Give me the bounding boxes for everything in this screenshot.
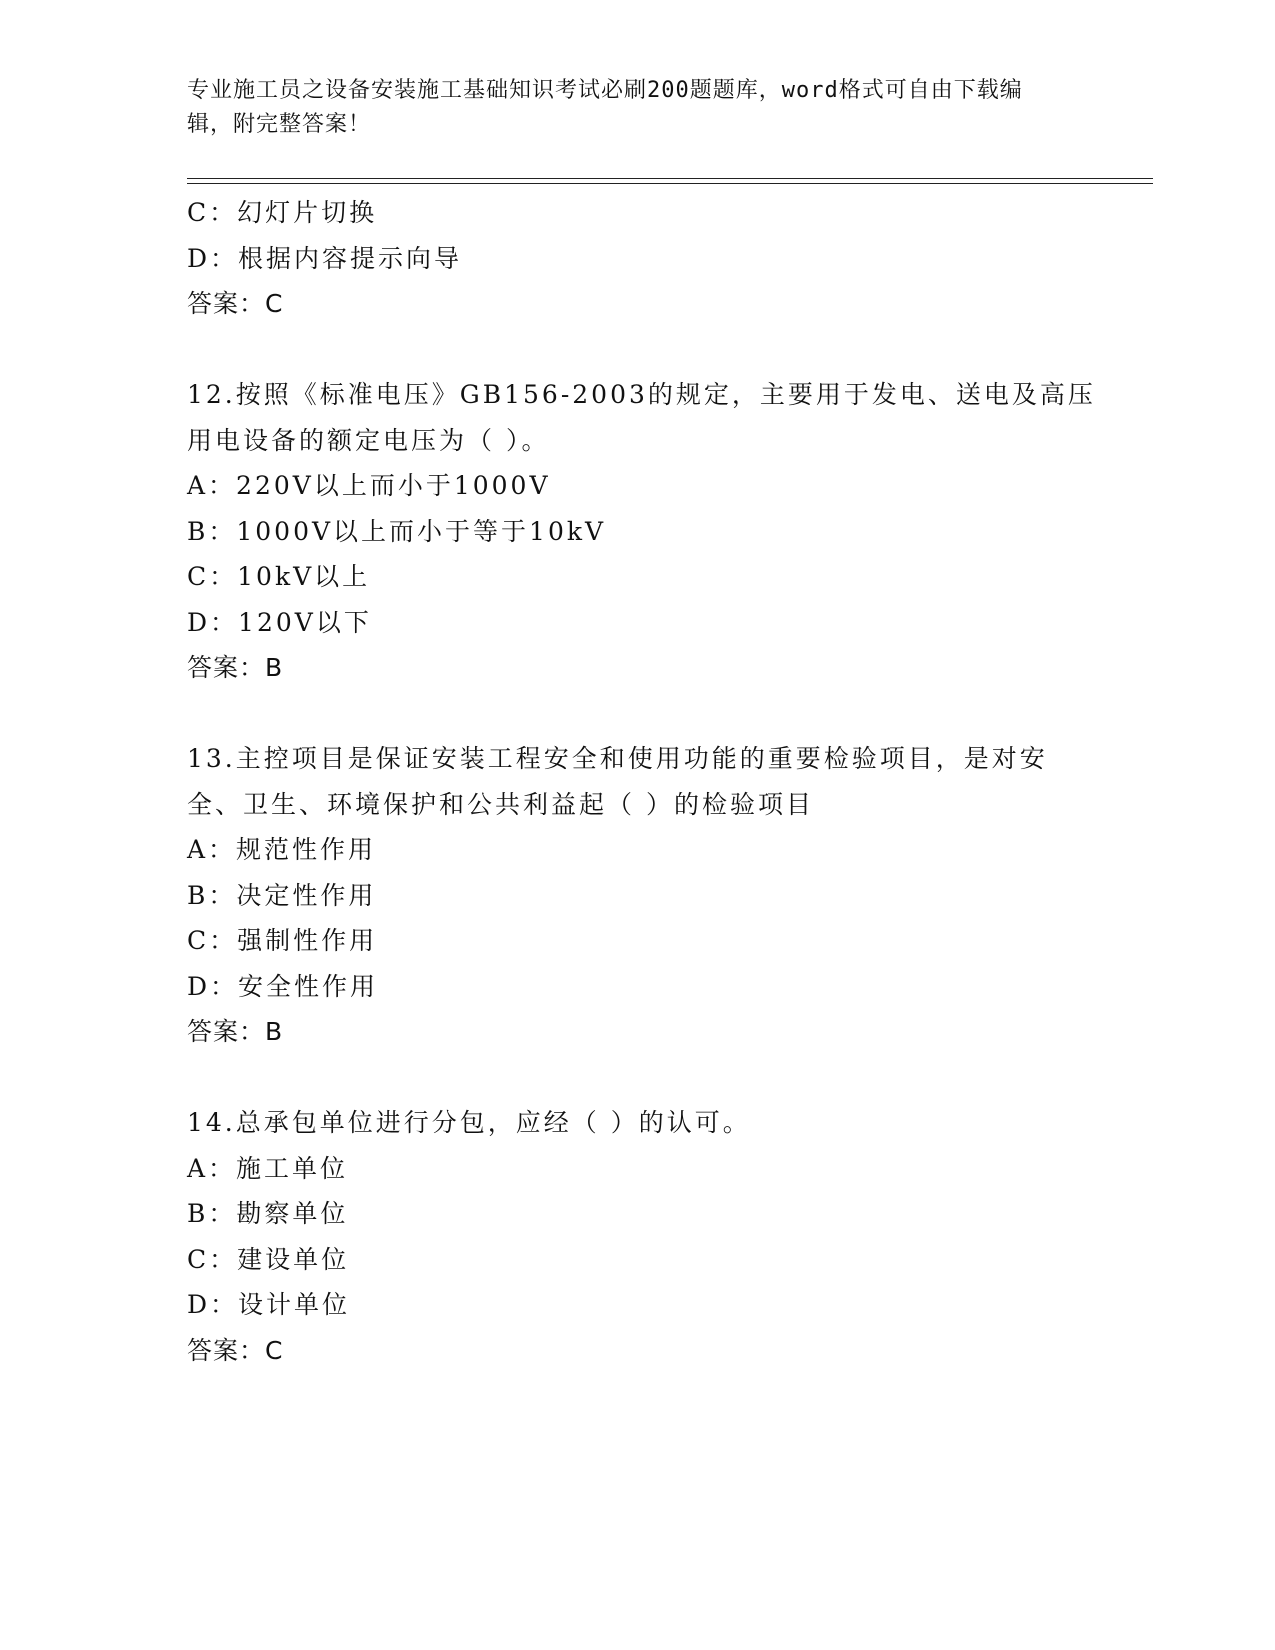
document-title: 专业施工员之设备安装施工基础知识考试必刷200题题库，word格式可自由下载编辑，附完整答案！: [187, 78, 1023, 137]
question-stem: 用电设备的额定电压为（ ）。: [187, 425, 550, 455]
option-c: C：建设单位: [187, 1244, 350, 1274]
header-divider: [187, 178, 1153, 179]
answer: 答案：B: [187, 1017, 284, 1046]
option-d: D：120V以下: [187, 607, 372, 637]
question-stem: 13.主控项目是保证安装工程安全和使用功能的重要检验项目，是对安: [187, 744, 1048, 773]
question-14: [187, 1100, 1087, 1373]
option-a: A：施工单位: [187, 1153, 349, 1183]
option-d: D：设计单位: [187, 1290, 351, 1319]
answer: 答案：C: [187, 1335, 284, 1365]
question-13: [187, 736, 1087, 1055]
option-c: C：强制性作用: [187, 926, 378, 955]
option-c: C：幻灯片切换: [187, 198, 378, 227]
document-header: [187, 74, 1067, 142]
option-a: A：220V以上而小于1000V: [187, 471, 551, 500]
option-a: A：规范性作用: [187, 835, 377, 864]
question-stem: 14.总承包单位进行分包，应经（ ）的认可。: [187, 1108, 751, 1137]
question-stem: 全、卫生、环境保护和公共利益起（ ）的检验项目: [187, 789, 814, 819]
document-body: [187, 190, 1096, 1373]
question-stem: 12.按照《标准电压》GB156-2003的规定，主要用于发电、送电及高压: [187, 380, 1096, 409]
header-divider-second: [187, 183, 1153, 184]
answer: 答案：B: [187, 653, 284, 682]
answer: 答案：C: [187, 289, 284, 318]
continued-question: [187, 190, 1087, 327]
spacer: [187, 1055, 1087, 1101]
spacer: [187, 327, 1087, 373]
option-b: B：1000V以上而小于等于10kV: [187, 516, 607, 546]
option-d: D：安全性作用: [187, 971, 379, 1001]
option-c: C：10kV以上: [187, 562, 371, 591]
option-b: B：勘察单位: [187, 1199, 349, 1228]
option-b: B：决定性作用: [187, 880, 377, 910]
option-d: D：根据内容提示向导: [187, 243, 463, 273]
question-12: [187, 372, 1096, 691]
spacer: [187, 691, 1087, 737]
